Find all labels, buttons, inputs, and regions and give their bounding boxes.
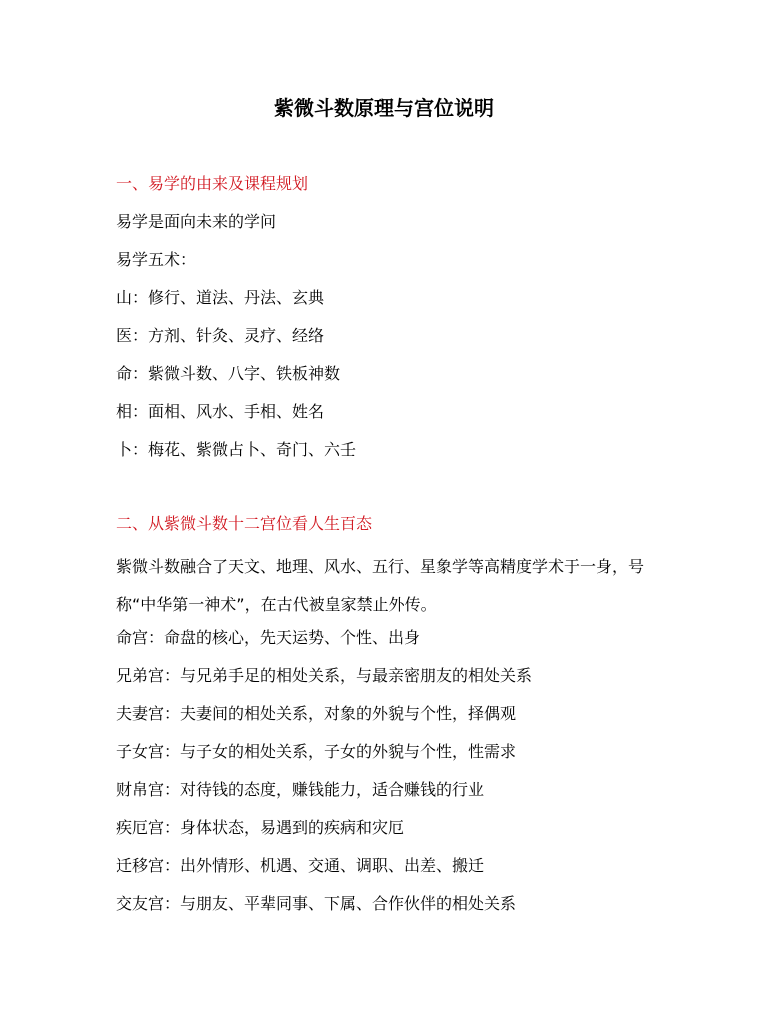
text-line: 命宫：命盘的核心，先天运势、个性、出身	[116, 628, 421, 647]
text-line: 迁移宫：出外情形、机遇、交通、调职、出差、搬迁	[116, 856, 485, 875]
text-line: 财帛宫：对待钱的态度，赚钱能力，适合赚钱的行业	[116, 780, 485, 799]
text-line: 兄弟宫：与兄弟手足的相处关系，与最亲密朋友的相处关系	[116, 666, 533, 685]
text-line: 易学是面向未来的学问	[116, 212, 277, 231]
intro-paragraph: 紫微斗数融合了天文、地理、风水、五行、星象学等高精度学术于一身，号称“中华第一神术”，在古代被皇家禁止外传。	[116, 557, 645, 614]
text-line: 夫妻宫：夫妻间的相处关系，对象的外貌与个性，择偶观	[116, 704, 517, 723]
section-heading: 二、从紫微斗数十二宫位看人生百态	[116, 514, 373, 533]
text-line: 疾厄宫：身体状态，易遇到的疾病和灾厄	[116, 818, 405, 837]
text-line: 山：修行、道法、丹法、玄典	[116, 288, 325, 307]
text-line: 卜：梅花、紫微占卜、奇门、六壬	[116, 440, 357, 459]
text-line: 命：紫微斗数、八字、铁板神数	[116, 364, 341, 383]
section-twelve-palaces	[116, 510, 676, 928]
page-title: 紫微斗数原理与宫位说明	[274, 96, 494, 120]
section-origin-of-yi-study	[116, 170, 676, 474]
text-line: 医：方剂、针灸、灵疗、经络	[116, 326, 325, 345]
text-line: 子女宫：与子女的相处关系，子女的外貌与个性，性需求	[116, 742, 517, 761]
text-line: 相：面相、风水、手相、姓名	[116, 402, 325, 421]
text-line: 易学五术：	[116, 250, 197, 269]
text-line: 交友宫：与朋友、平辈同事、下属、合作伙伴的相处关系	[116, 894, 517, 913]
section-heading: 一、易学的由来及课程规划	[116, 174, 309, 193]
